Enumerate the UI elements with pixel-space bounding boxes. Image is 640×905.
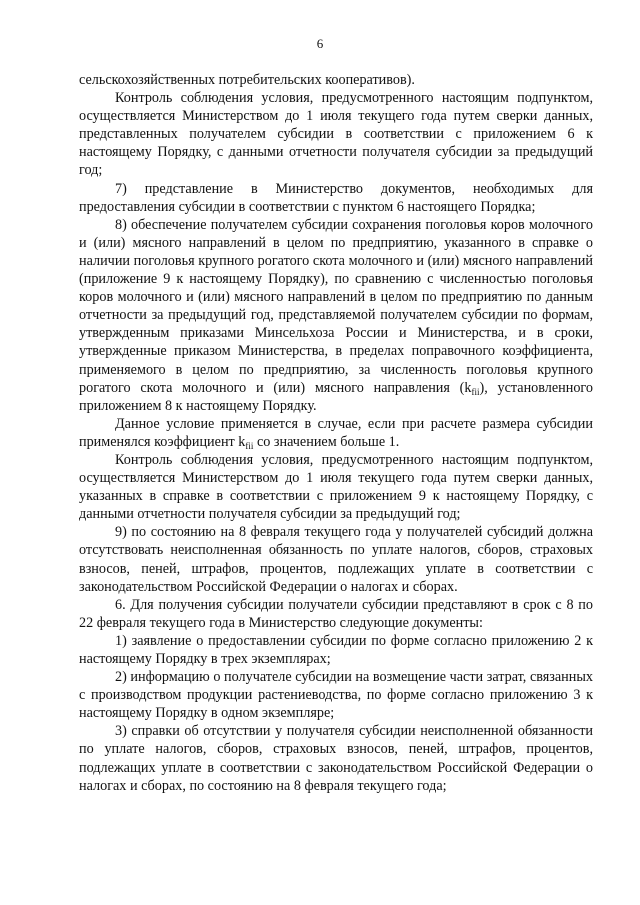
coefficient-subscript: fii xyxy=(471,386,480,397)
condition-note-text: Данное условие применяется в случае, если при расчете размера субсидии применялся коэффициент k xyxy=(79,415,593,450)
paragraph-item-8 xyxy=(79,216,593,415)
item-8-text: 8) обеспечение получателем субсидии сохранения поголовья коров молочного и (или) мясного направлений в целом по предприятию, указанного в справке о наличии поголовья крупного рогатого скота молочного и (или) мясного направлений (приложение 9 к настоящему Порядку), по сравнению с численностью поголовья коров молочного и (или) мясного направлений в целом по предприятию по данным отчетности за предыдущий год, представляемой получателем субсидии по формам, утвержденным приказами Минсельхоза России и Министерства, и в сроки, утвержденные приказом Министерства, в пределах поправочного коэффициента, применяемого в целом по предприятию, за численность поголовья крупного рогатого скота молочного и (или) мясного направления (k xyxy=(79,216,593,396)
paragraph-section-6: 6. Для получения субсидии получатели субсидии представляют в срок с 8 по 22 февраля текущего года в Министерство следующие документы: xyxy=(79,596,593,631)
item-8-text-end: ), установленного приложением 8 к настоящему Порядку. xyxy=(79,379,593,414)
paragraph-continuation: сельскохозяйственных потребительских кооперативов). xyxy=(79,72,415,88)
paragraph-doc-3: 3) справки об отсутствии у получателя субсидии неисполненной обязанности по уплате налогов, сборов, страховых взносов, пеней, штрафов, процентов, подлежащих уплате в соответствии с законодательством Российской Федерации о налогах и сборах, по состоянию на 8 февраля текущего года; xyxy=(79,723,593,794)
paragraph-doc-1: 1) заявление о предоставлении субсидии по форме согласно приложению 2 к настоящему Порядку в трех экземплярах; xyxy=(79,632,593,667)
paragraph-item-7: 7) представление в Министерство документов, необходимых для предоставления субсидии в соответствии с пунктом 6 настоящего Порядка; xyxy=(79,180,593,215)
document-body xyxy=(79,71,593,795)
paragraph-condition-note xyxy=(79,415,593,451)
condition-note-text-end: со значением больше 1. xyxy=(253,433,400,450)
page-number: 6 xyxy=(316,36,324,51)
coefficient-subscript: fii xyxy=(245,440,254,451)
paragraph-control-condition-1: Контроль соблюдения условия, предусмотренного настоящим подпунктом, осуществляется Министерством до 1 июля текущего года путем сверки данных, представленных получателем субсидии в соответствии с приложением 6 к настоящему Порядку, с данными отчетности получателя субсидии за предыдущий год; xyxy=(79,90,593,179)
paragraph-doc-2: 2) информацию о получателе субсидии на возмещение части затрат, связанных с производством продукции растениеводства, по форме согласно приложению 3 к настоящему Порядку в одном экземпляре; xyxy=(79,669,593,722)
paragraph-control-condition-2: Контроль соблюдения условия, предусмотренного настоящим подпунктом, осуществляется Министерством до 1 июля текущего года путем сверки данных, указанных в справке в соответствии с приложением 9 к настоящему Порядку, с данными отчетности получателя субсидии за предыдущий год; xyxy=(79,451,593,523)
paragraph-item-9: 9) по состоянию на 8 февраля текущего года у получателей субсидий должна отсутствовать неисполненная обязанность по уплате налогов, сборов, страховых взносов, пеней, штрафов, процентов, подлежащих уплате в соответствии с законодательством Российской Федерации о налогах и сборах. xyxy=(79,524,593,595)
